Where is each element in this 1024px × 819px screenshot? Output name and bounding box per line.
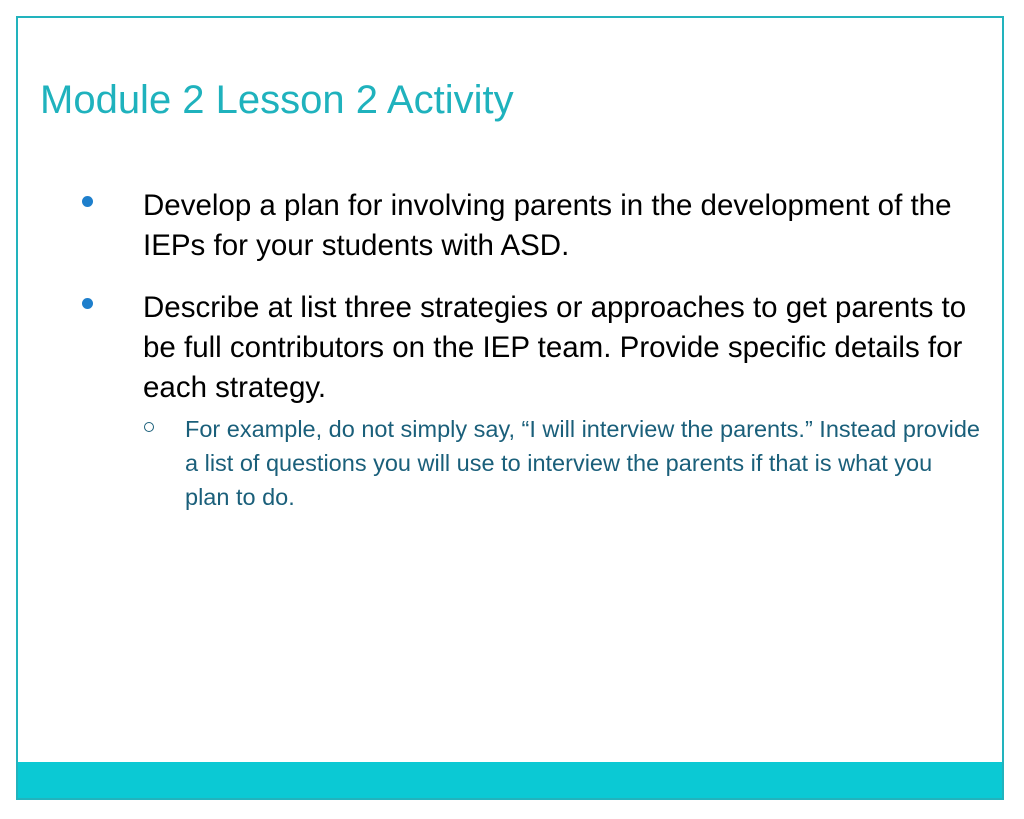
bullet-item: [18, 186, 1004, 266]
bullet-text: Describe at list three strategies or approaches to get parents to be full contributors on the IEP team. Provide specific details for each strategy.: [143, 291, 967, 404]
bullet-dot-icon: [82, 298, 93, 309]
bullet-text: Develop a plan for involving parents in the development of the IEPs for your students with ASD.: [143, 189, 952, 262]
sub-bullet-text: For example, do not simply say, “I will interview the parents.” Instead provide a list of questions you will use to interview the parents if that is what you plan to do.: [185, 416, 980, 510]
sub-bullet-list: [143, 412, 980, 514]
hollow-circle-icon: [144, 422, 154, 432]
slide-title: Module 2 Lesson 2 Activity: [40, 78, 514, 122]
footer-bar: [18, 762, 1002, 798]
sub-bullet-item: [143, 412, 980, 514]
bullet-list: [18, 186, 1004, 536]
bullet-item: [18, 288, 1004, 514]
slide: [16, 16, 1004, 800]
bullet-dot-icon: [82, 196, 93, 207]
